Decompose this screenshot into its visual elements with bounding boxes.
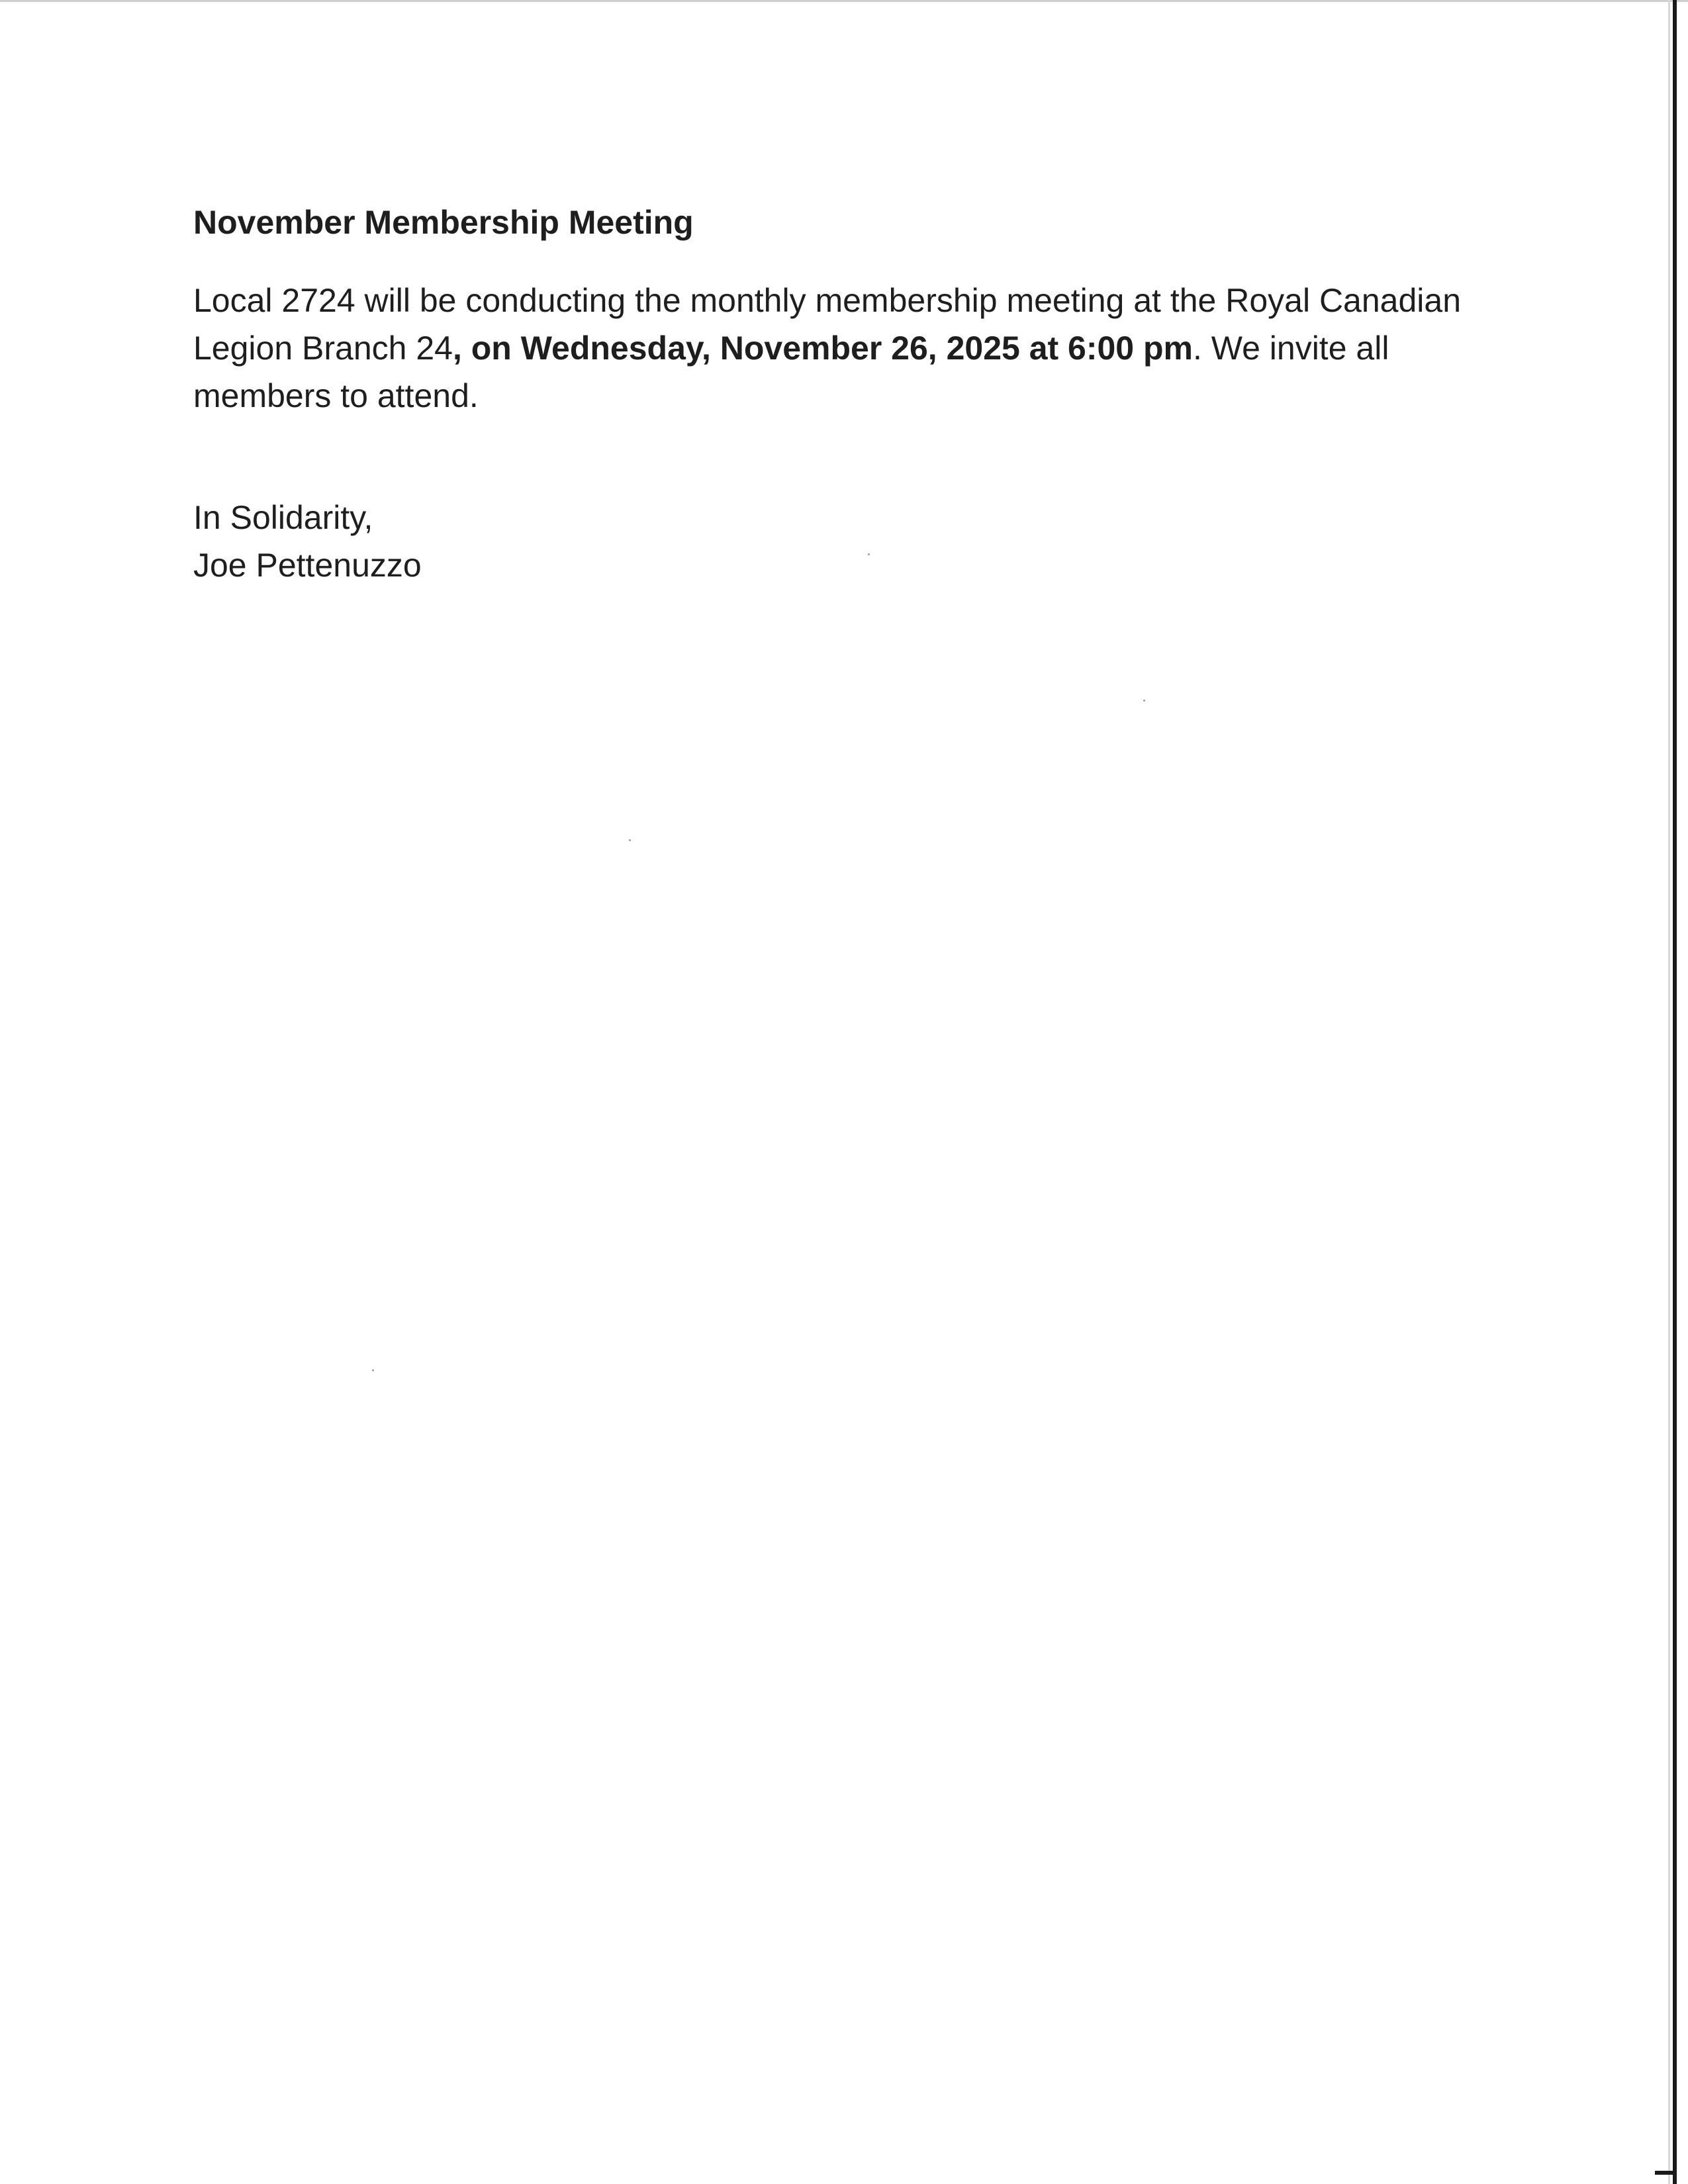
body-text: Local 2724 will be conducting the monthly membership meeting at the Royal Canadian Legion Branch 24 xyxy=(193,282,1462,367)
page-corner-mark xyxy=(1655,2171,1677,2175)
body-text-end: . We invite all members to attend. xyxy=(193,330,1389,414)
letter-content xyxy=(193,199,1491,589)
body-paragraph xyxy=(193,277,1491,420)
page-title: November Membership Meeting xyxy=(193,204,694,241)
page-right-edge xyxy=(1673,0,1677,2184)
page-top-edge xyxy=(0,0,1688,2)
signature-name: Joe Pettenuzzo xyxy=(193,547,422,584)
scan-speck xyxy=(372,1369,374,1371)
page-right-shadow xyxy=(1668,0,1670,2184)
meeting-date-text: , on Wednesday, November 26, 2025 at 6:00 pm xyxy=(452,330,1194,367)
closing-line: In Solidarity, xyxy=(193,499,373,536)
scan-speck xyxy=(629,839,631,841)
scan-speck xyxy=(1143,700,1145,702)
